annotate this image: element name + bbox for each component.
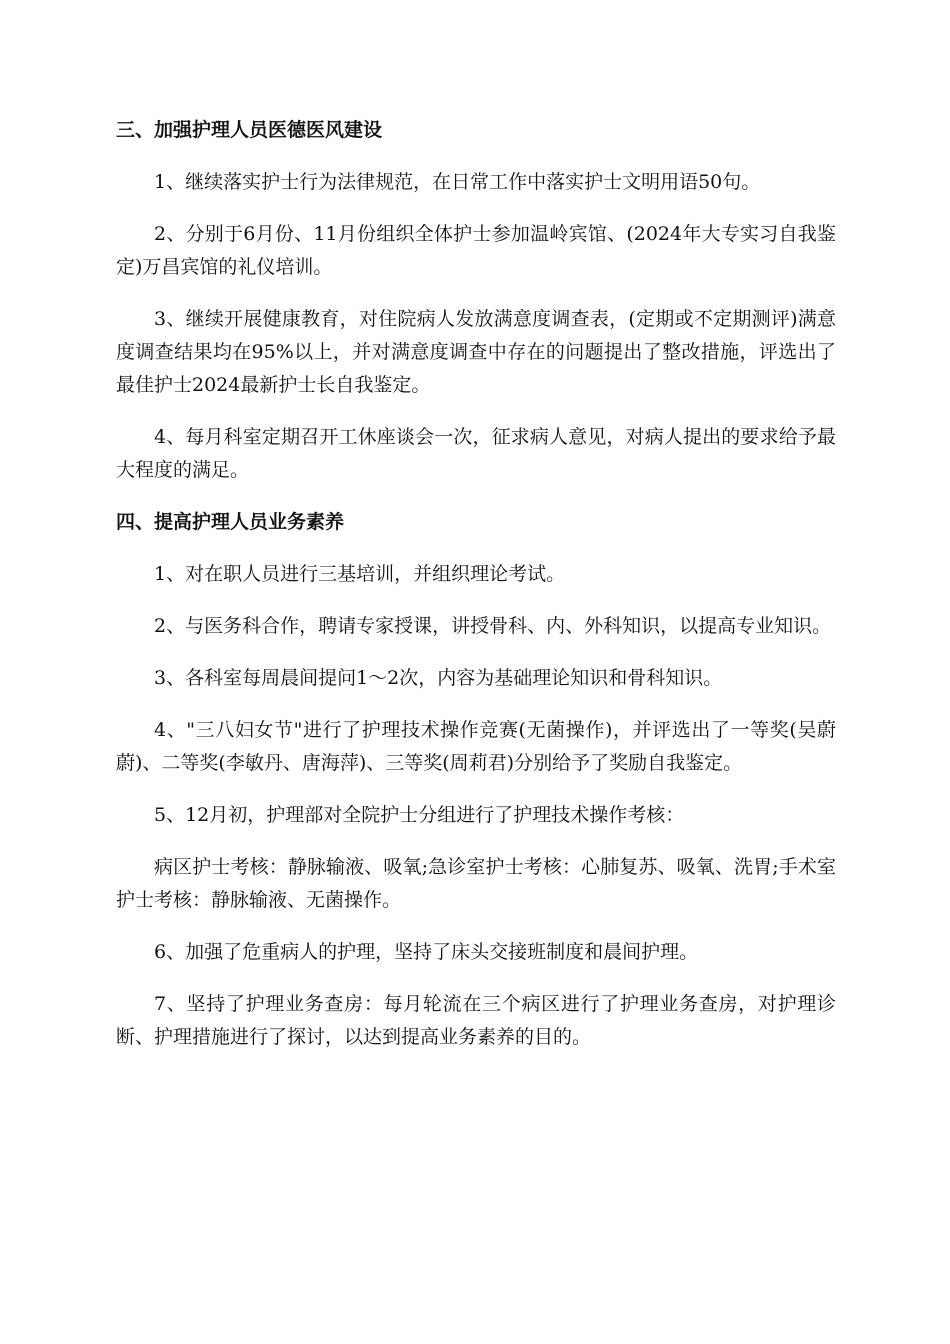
document-body [116,114,836,1054]
paragraph: 病区护士考核：静脉输液、吸氧;急诊室护士考核：心肺复苏、吸氧、洗胃;手术室护士考核：静脉输液、无菌操作。 [116,856,836,911]
paragraph: 5、12月初，护理部对全院护士分组进行了护理技术操作考核： [154,804,685,826]
paragraph: 3、各科室每周晨间提问1～2次，内容为基础理论知识和骨科知识。 [154,667,723,689]
paragraph: 3、继续开展健康教育，对住院病人发放满意度调查表，(定期或不定期测评)满意度调查结果均在95%以上，并对满意度调查中存在的问题提出了整改措施，评选出了最佳护士2024最新护士长自我鉴定。 [116,308,836,396]
paragraph: 2、与医务科合作，聘请专家授课，讲授骨科、内、外科知识，以提高专业知识。 [154,615,832,637]
paragraph: 2、分别于6月份、11月份组织全体护士参加温岭宾馆、(2024年大专实习自我鉴定)万昌宾馆的礼仪培训。 [116,223,836,278]
paragraph: 6、加强了危重病人的护理，坚持了床头交接班制度和晨间护理。 [154,941,699,963]
section-heading-4: 四、提高护理人员业务素养 [116,511,345,533]
paragraph: 4、每月科室定期召开工休座谈会一次，征求病人意见，对病人提出的要求给予最大程度的满足。 [116,426,836,481]
paragraph: 1、对在职人员进行三基培训，并组织理论考试。 [154,563,566,585]
paragraph: 7、坚持了护理业务查房：每月轮流在三个病区进行了护理业务查房，对护理诊断、护理措施进行了探讨，以达到提高业务素养的目的。 [116,993,836,1048]
paragraph: 4、"三八妇女节"进行了护理技术操作竞赛(无菌操作)，并评选出了一等奖(吴蔚蔚)、二等奖(李敏丹、唐海萍)、三等奖(周莉君)分别给予了奖励自我鉴定。 [116,719,836,774]
paragraph: 1、继续落实护士行为法律规范，在日常工作中落实护士文明用语50句。 [154,171,761,193]
section-heading-3: 三、加强护理人员医德医风建设 [116,119,383,141]
